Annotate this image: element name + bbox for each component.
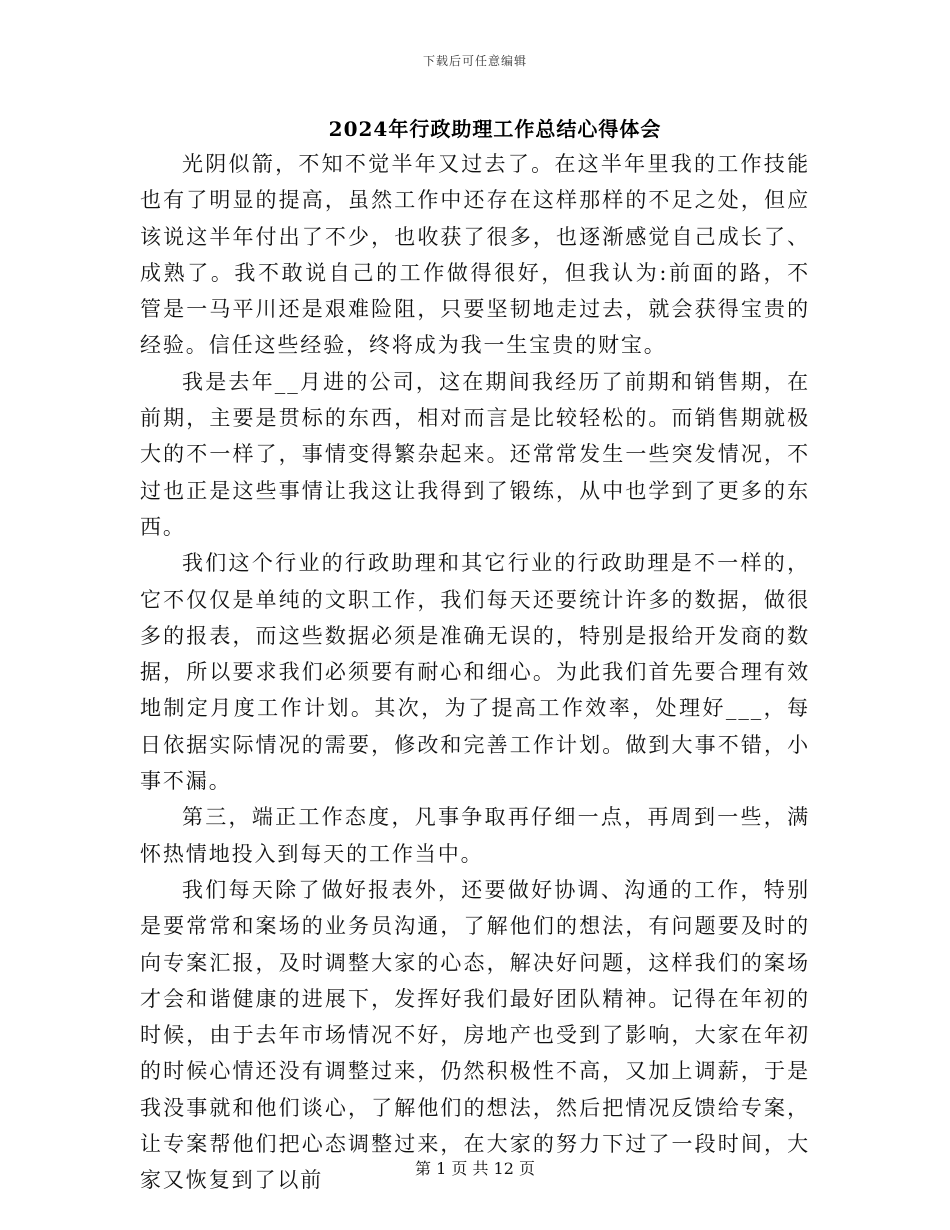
document-body	[140, 146, 810, 1199]
header-note: 下载后可任意编辑	[422, 54, 527, 68]
paragraph: 第三，端正工作态度，凡事争取再仔细一点，再周到一些，满怀热情地投入到每天的工作当中。	[140, 805, 810, 866]
paragraph: 我是去年__月进的公司，这在期间我经历了前期和销售期，在前期，主要是贯标的东西，相对而言是比较轻松的。而销售期就极大的不一样了，事情变得繁杂起来。还常常发生一些突发情况，不过也正是这些事情让我这让我得到了锻练，从中也学到了更多的东西。	[140, 369, 810, 539]
document-title: 2024年行政助理工作总结心得体会	[328, 117, 662, 141]
paragraph: 我们这个行业的行政助理和其它行业的行政助理是不一样的，它不仅仅是单纯的文职工作，我们每天还要统计许多的数据，做很多的报表，而这些数据必须是准确无误的，特别是报给开发商的数据，所以要求我们必须要有耐心和细心。为此我们首先要合理有效地制定月度工作计划。其次，为了提高工作效率，处理好___，每日依据实际情况的需要，修改和完善工作计划。做到大事不错，小事不漏。	[140, 551, 810, 794]
paragraph: 光阴似箭，不知不觉半年又过去了。在这半年里我的工作技能也有了明显的提高，虽然工作中还存在这样那样的不足之处，但应该说这半年付出了不少，也收获了很多，也逐渐感觉自己成长了、成熟了。我不敢说自己的工作做得很好，但我认为:前面的路，不管是一马平川还是艰难险阻，只要坚韧地走过去，就会获得宝贵的经验。信任这些经验，终将成为我一生宝贵的财宝。	[140, 152, 810, 358]
paragraph: 我们每天除了做好报表外，还要做好协调、沟通的工作，特别是要常常和案场的业务员沟通，了解他们的想法，有问题要及时的向专案汇报，及时调整大家的心态，解决好问题，这样我们的案场才会和谐健康的进展下，发挥好我们最好团队精神。记得在年初的时候，由于去年市场情况不好，房地产也受到了影响，大家在年初的时候心情还没有调整过来，仍然积极性不高，又加上调薪，于是我没事就和他们谈心，了解他们的想法，然后把情况反馈给专案，让专案帮他们把心态调整过来，在大家的努力下过了一段时间，大家又恢复到了以前	[140, 877, 810, 1193]
page-number-footer: 第 1 页 共 12 页	[415, 1159, 535, 1178]
